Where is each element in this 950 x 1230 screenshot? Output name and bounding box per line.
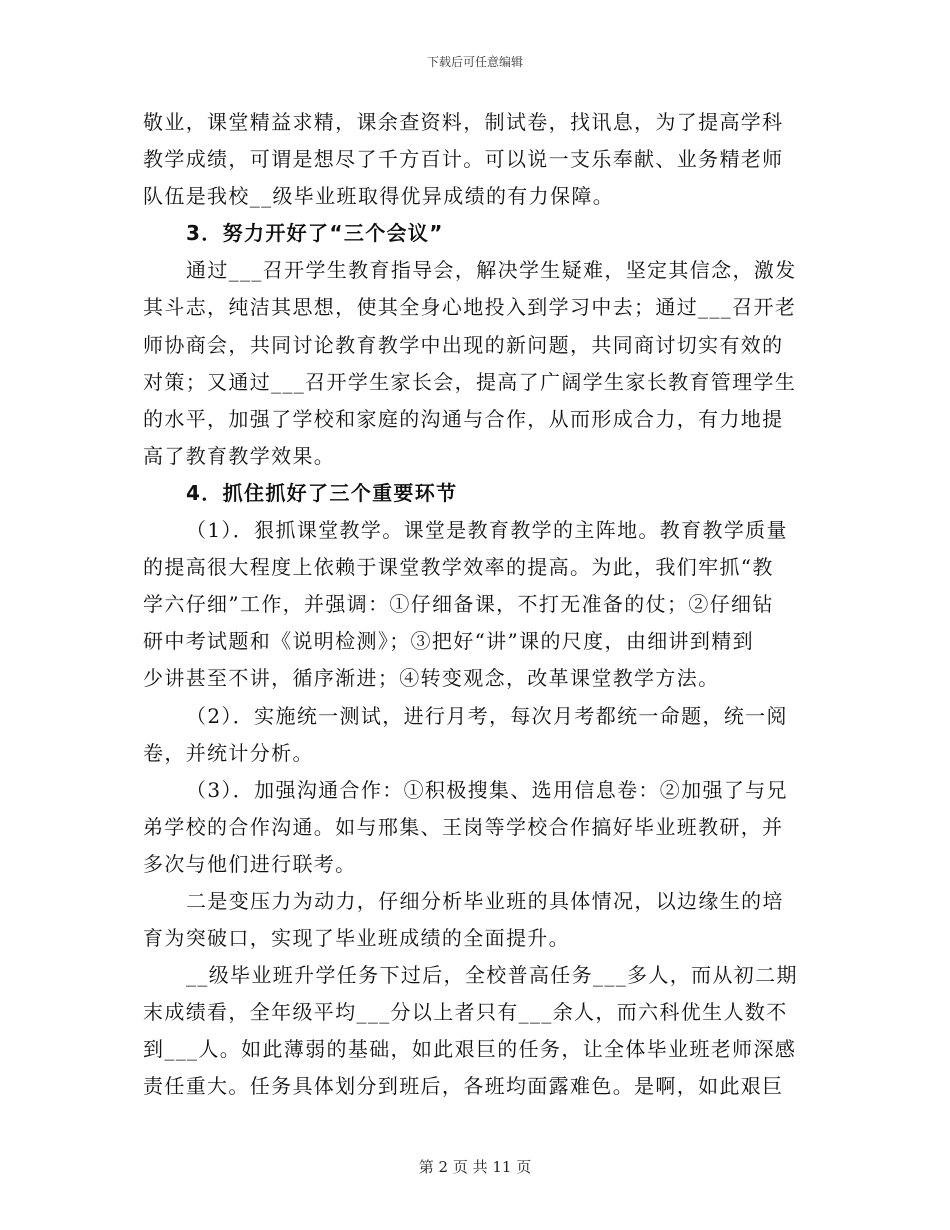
paragraph-line: 其斗志，纯洁其思想，使其全身心地投入到学习中去；通过___召开老 — [143, 295, 797, 320]
paragraph-line: 敬业，课堂精益求精，课余查资料，制试卷，找讯息，为了提高学科 — [143, 110, 784, 134]
paragraph-line: 责任重大。任务具体划分到班后，各班均面露难色。是啊，如此艰巨 — [143, 1074, 784, 1099]
paragraph-line: 学六仔细”工作，并强调：①仔细备课，不打无准备的仗；②仔细钻 — [143, 592, 774, 617]
paragraph-line: （1）．狠抓课堂教学。课堂是教育教学的主阵地。教育教学质量 — [186, 518, 788, 543]
section-heading-3: 3．努力开好了“三个会议” — [186, 221, 444, 246]
paragraph-line: 队伍是我校__级毕业班取得优异成绩的有力保障。 — [143, 184, 615, 209]
paragraph-line: 教学成绩，可谓是想尽了千方百计。可以说一支乐奉献、业务精老师 — [143, 147, 784, 172]
paragraph-line: 师协商会，共同讨论教育教学中出现的新问题，共同商讨切实有效的 — [143, 332, 784, 357]
paragraph-line: 末成绩看，全年级平均___分以上者只有___余人，而六科优生人数不 — [143, 1000, 788, 1025]
page-header: 下载后可任意编辑 — [426, 55, 523, 69]
document-body — [143, 104, 808, 1106]
paragraph-line: 高了教育教学效果。 — [143, 443, 336, 468]
paragraph-line: （3）．加强沟通合作：①积极搜集、选用信息卷：②加强了与兄 — [186, 777, 788, 802]
paragraph-line: 的提高很大程度上依赖于课堂教学效率的提高。为此，我们牢抓“教 — [143, 555, 774, 580]
paragraph-line: 研中考试题和《说明检测》；③把好“讲”课的尺度，由细讲到精到 — [143, 629, 754, 654]
paragraph-line: 少讲甚至不讲，循序渐进；④转变观念，改革课堂教学方法。 — [143, 666, 720, 691]
page-number-footer: 第 2 页 共 11 页 — [418, 1158, 532, 1176]
paragraph-line: 多次与他们进行联考。 — [143, 851, 357, 876]
paragraph-line: 弟学校的合作沟通。如与邢集、王岗等学校合作搞好毕业班教研，并 — [143, 814, 784, 839]
paragraph-line: 通过___召开学生教育指导会，解决学生疑难，坚定其信念，激发 — [186, 258, 797, 283]
paragraph-line: __级毕业班升学任务下过后，全校普高任务___多人，而从初二期 — [186, 963, 798, 988]
section-heading-4: 4．抓住抓好了三个重要环节 — [186, 480, 458, 505]
paragraph-line: 对策；又通过___召开学生家长会，提高了广阔学生家长教育管理学生 — [143, 369, 797, 394]
paragraph-line: 到___人。如此薄弱的基础，如此艰巨的任务，让全体毕业班老师深感 — [143, 1037, 797, 1062]
paragraph-line: 的水平，加强了学校和家庭的沟通与合作，从而形成合力，有力地提 — [143, 406, 784, 431]
paragraph-line: 二是变压力为动力，仔细分析毕业班的具体情况，以边缘生的培 — [186, 888, 784, 913]
paragraph-line: （2）．实施统一测试，进行月考，每次月考都统一命题，统一阅 — [186, 703, 788, 728]
paragraph-line: 育为突破口，实现了毕业班成绩的全面提升。 — [143, 926, 570, 951]
paragraph-line: 卷，并统计分析。 — [143, 740, 314, 765]
